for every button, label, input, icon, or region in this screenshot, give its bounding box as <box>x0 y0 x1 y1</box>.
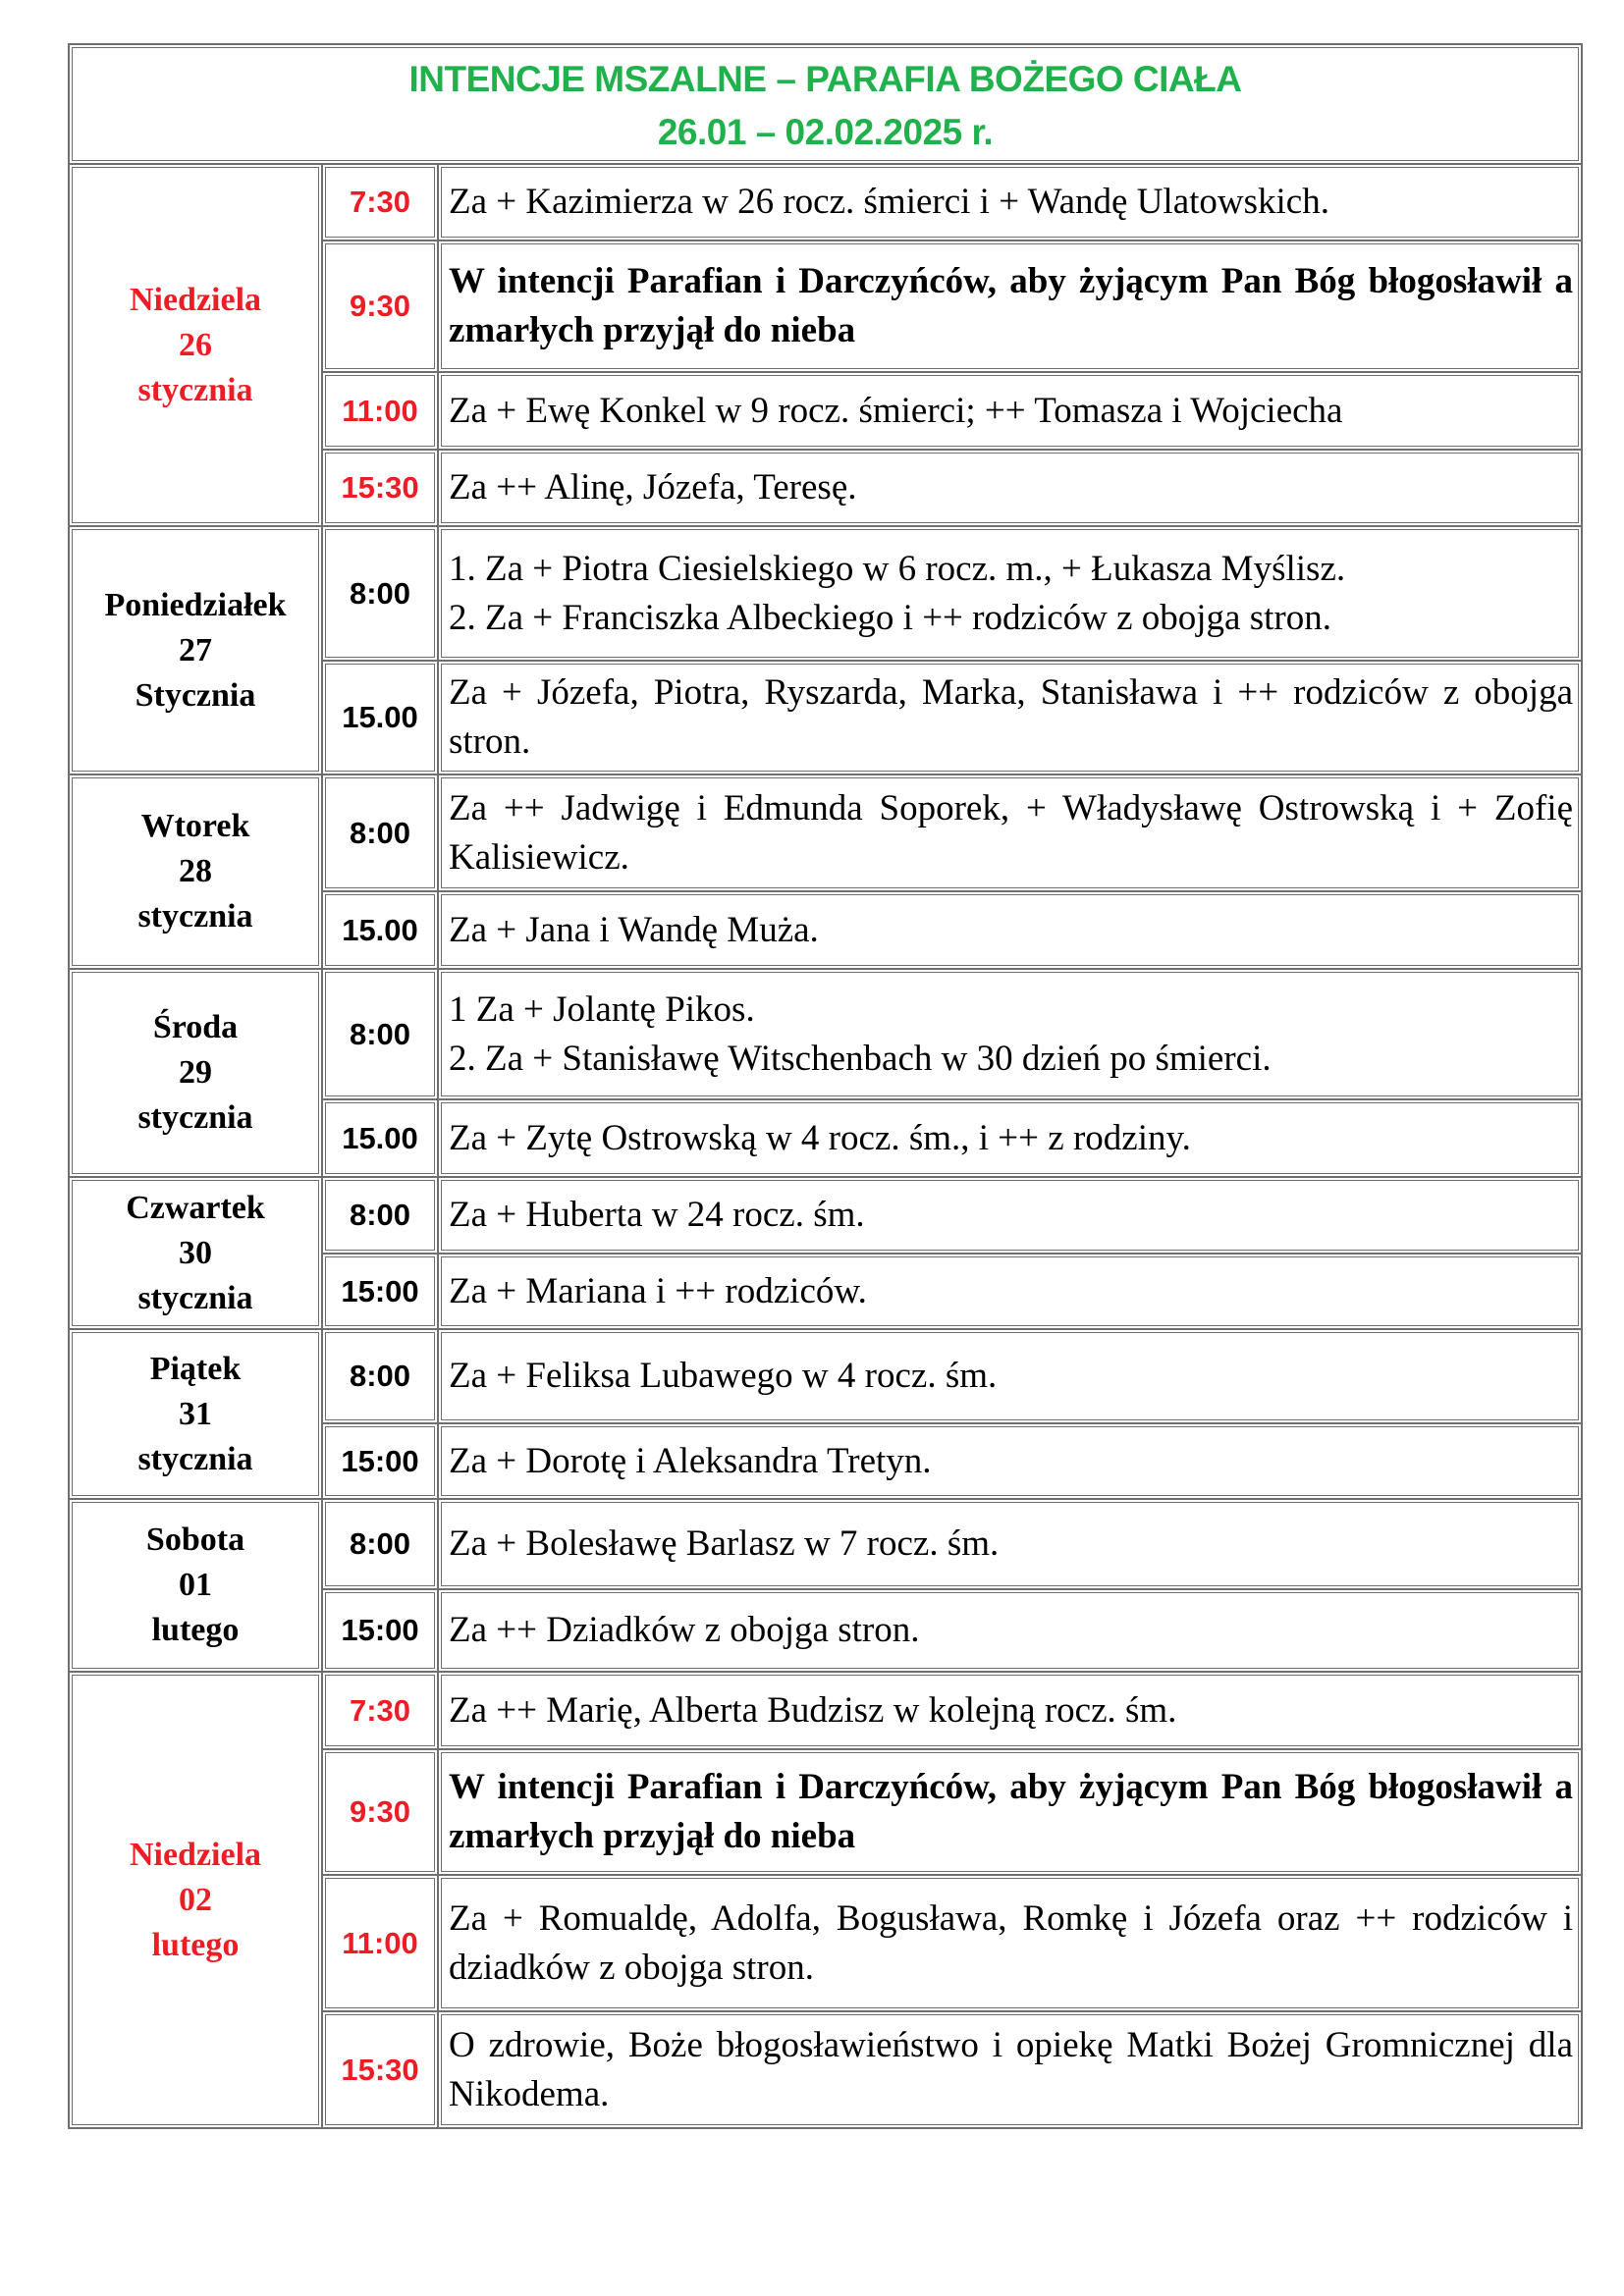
intention-line: W intencji Parafian i Darczyńców, aby żyjącym Pan Bóg błogosławił a zmarłych przyjął do nieba <box>449 261 1573 350</box>
intention-line: Za + Romualdę, Adolfa, Bogusława, Romkę i Józefa oraz ++ rodziców i dziadków z obojga stron. <box>449 1897 1573 1988</box>
day-month: Stycznia <box>135 676 256 714</box>
mass-intention <box>439 892 1583 970</box>
intention-line: Za + Feliksa Lubawego w 4 rocz. śm. <box>449 1356 998 1396</box>
mass-row <box>70 1500 1583 1590</box>
mass-time: 15:30 <box>323 451 439 527</box>
day-date: 29 <box>179 1054 212 1091</box>
day-cell <box>70 1500 323 1673</box>
intention-line: Za + Zytę Ostrowską w 4 rocz. śm., i ++ z rodziny. <box>449 1117 1191 1158</box>
mass-intention <box>439 1424 1583 1500</box>
intention-line: 2. Za + Stanisławę Witschenbach w 30 dzień po śmierci. <box>449 1038 1272 1079</box>
intention-line: Za ++ Dziadków z obojga stron. <box>449 1610 920 1650</box>
mass-row <box>70 165 1583 241</box>
day-date: 31 <box>179 1395 212 1432</box>
mass-intention <box>439 775 1583 892</box>
day-name: Poniedziałek <box>104 586 287 623</box>
mass-intention <box>439 373 1583 451</box>
intention-line: Za + Józefa, Piotra, Ryszarda, Marka, Stanisława i ++ rodziców z obojga stron. <box>449 672 1573 762</box>
intention-line: O zdrowie, Boże błogosławieństwo i opiekę Matki Bożej Gromnicznej dla Nikodema. <box>449 2024 1573 2114</box>
mass-time: 15:30 <box>323 2012 439 2129</box>
mass-row <box>70 1673 1583 1750</box>
day-name: Czwartek <box>126 1189 265 1226</box>
day-month: lutego <box>151 1612 240 1648</box>
mass-intention <box>439 1876 1583 2012</box>
day-month: stycznia <box>137 898 253 934</box>
intention-line: Za + Dorotę i Aleksandra Tretyn. <box>449 1440 932 1481</box>
mass-time: 8:00 <box>323 775 439 892</box>
date-range: 26.01 – 02.02.2025 r. <box>657 112 994 152</box>
day-month: stycznia <box>137 1279 253 1316</box>
day-date: 27 <box>179 631 212 668</box>
day-name: Środa <box>152 1009 239 1045</box>
mass-time: 15:00 <box>323 1590 439 1673</box>
mass-time: 8:00 <box>323 1500 439 1590</box>
intention-line: Za + Kazimierza w 26 rocz. śmierci i + Wandę Ulatowskich. <box>449 182 1329 222</box>
day-cell <box>70 527 323 775</box>
mass-intention <box>439 1100 1583 1178</box>
mass-intentions-table <box>68 43 1583 2129</box>
intention-line: Za ++ Marię, Alberta Budzisz w kolejną rocz. śm. <box>449 1689 1177 1731</box>
day-name: Niedziela <box>129 281 262 318</box>
mass-intention <box>439 165 1583 241</box>
mass-intention <box>439 451 1583 527</box>
intention-line: Za + Mariana i ++ rodziców. <box>449 1270 867 1311</box>
mass-intention <box>439 1500 1583 1590</box>
mass-time: 8:00 <box>323 970 439 1100</box>
day-name: Wtorek <box>140 808 250 844</box>
day-cell <box>70 165 323 527</box>
day-cell <box>70 1673 323 2129</box>
page-title: INTENCJE MSZALNE – PARAFIA BOŻEGO CIAŁA <box>408 59 1242 99</box>
mass-row <box>70 1178 1583 1255</box>
intention-line: Za ++ Jadwigę i Edmunda Soporek, + Władysławę Ostrowską i + Zofię Kalisiewicz. <box>449 787 1573 878</box>
intention-line: Za + Bolesławę Barlasz w 7 rocz. śm. <box>449 1523 1000 1564</box>
mass-time: 15.00 <box>323 1100 439 1178</box>
mass-intention <box>439 1590 1583 1673</box>
intention-line: Za ++ Alinę, Józefa, Teresę. <box>449 467 857 507</box>
mass-row <box>70 527 1583 662</box>
mass-time: 9:30 <box>323 241 439 373</box>
mass-time: 11:00 <box>323 373 439 451</box>
mass-intentions-sheet <box>68 43 1581 2129</box>
intention-line: Za + Jana i Wandę Muża. <box>449 909 819 950</box>
mass-intention <box>439 2012 1583 2129</box>
day-date: 30 <box>179 1234 212 1271</box>
mass-intention <box>439 1750 1583 1876</box>
day-month: stycznia <box>137 371 253 408</box>
mass-time: 15.00 <box>323 892 439 970</box>
day-date: 26 <box>179 326 212 363</box>
intention-line: W intencji Parafian i Darczyńców, aby żyjącym Pan Bóg błogosławił a zmarłych przyjął do nieba <box>449 1767 1573 1856</box>
day-name: Niedziela <box>129 1836 262 1873</box>
day-name: Piątek <box>149 1350 242 1387</box>
day-cell <box>70 1330 323 1500</box>
day-date: 02 <box>179 1881 212 1918</box>
mass-time: 9:30 <box>323 1750 439 1876</box>
day-cell <box>70 1178 323 1330</box>
intention-line: 2. Za + Franciszka Albeckiego i ++ rodziców z obojga stron. <box>449 597 1331 638</box>
mass-intention <box>439 1673 1583 1750</box>
mass-row <box>70 1330 1583 1424</box>
intention-line: Za + Ewę Konkel w 9 rocz. śmierci; ++ Tomasza i Wojciecha <box>449 390 1343 431</box>
title-cell <box>70 45 1583 165</box>
mass-time: 7:30 <box>323 165 439 241</box>
mass-time: 15:00 <box>323 1424 439 1500</box>
mass-intention <box>439 527 1583 662</box>
day-month: lutego <box>151 1926 240 1963</box>
day-date: 28 <box>179 853 212 889</box>
day-name: Sobota <box>145 1522 245 1558</box>
mass-time: 11:00 <box>323 1876 439 2012</box>
mass-time: 8:00 <box>323 1330 439 1424</box>
intention-line: 1 Za + Jolantę Pikos. <box>449 988 755 1030</box>
mass-time: 8:00 <box>323 527 439 662</box>
mass-intention <box>439 970 1583 1100</box>
mass-row <box>70 775 1583 892</box>
mass-intention <box>439 1178 1583 1255</box>
day-date: 01 <box>179 1567 212 1603</box>
day-month: stycznia <box>137 1440 253 1477</box>
mass-time: 15.00 <box>323 662 439 775</box>
day-cell <box>70 970 323 1178</box>
day-month: stycznia <box>137 1099 253 1136</box>
mass-time: 8:00 <box>323 1178 439 1255</box>
title-row <box>70 45 1583 165</box>
mass-intention <box>439 1330 1583 1424</box>
intention-line: Za + Huberta w 24 rocz. śm. <box>449 1195 865 1235</box>
mass-intention <box>439 241 1583 373</box>
mass-time: 15:00 <box>323 1255 439 1330</box>
mass-time: 7:30 <box>323 1673 439 1750</box>
mass-intention <box>439 1255 1583 1330</box>
day-cell <box>70 775 323 970</box>
mass-row <box>70 970 1583 1100</box>
intention-line: 1. Za + Piotra Ciesielskiego w 6 rocz. m., + Łukasza Myślisz. <box>449 548 1346 589</box>
mass-intention <box>439 662 1583 775</box>
